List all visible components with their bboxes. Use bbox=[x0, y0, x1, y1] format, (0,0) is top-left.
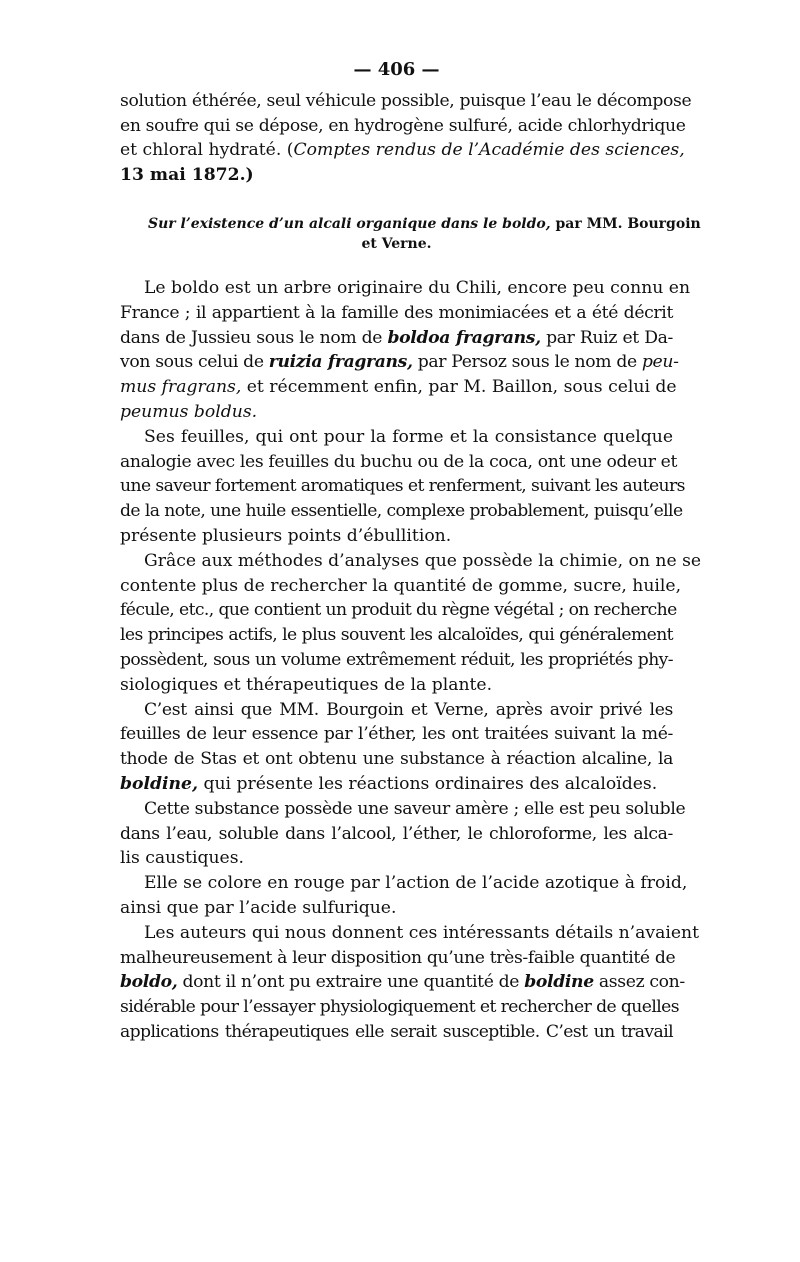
text-span: von sous celui de bbox=[120, 352, 269, 373]
text-span: dans de Jussieu sous le nom de bbox=[120, 327, 388, 348]
intro-paragraph bbox=[120, 89, 692, 188]
heading-line bbox=[120, 214, 701, 234]
text-line bbox=[120, 970, 685, 995]
text-line: France ; il appartient à la famille des monimiacées et a été décrit bbox=[120, 302, 673, 323]
page bbox=[120, 58, 702, 1045]
text-line bbox=[120, 326, 673, 351]
species-name: mus fragrans, bbox=[120, 377, 242, 398]
text-line: Grâce aux méthodes d’analyses que possède la chimie, on ne se bbox=[144, 550, 702, 571]
text-span: qui présente les réactions ordinaires des alcaloïdes. bbox=[197, 773, 658, 794]
text-line: lis caustiques. bbox=[120, 848, 244, 869]
species-name: ruizia fragrans, bbox=[268, 352, 413, 373]
text-line: malheureusement à leur disposition qu’une très-faible quantité de bbox=[120, 947, 676, 968]
text-line: sidérable pour l’essayer physiologiquement et rechercher de quelles bbox=[120, 997, 679, 1018]
text-span: dont il n’ont pu extraire une quantité de bbox=[177, 972, 525, 993]
plant-name: boldo, bbox=[120, 972, 178, 993]
compound-name: boldine bbox=[524, 972, 594, 993]
text-line: analogie avec les feuilles du buchu ou de la coca, ont une odeur et bbox=[120, 451, 678, 472]
paragraph bbox=[120, 797, 686, 871]
text-line: thode de Stas et ont obtenu une substance à réaction alcaline, la bbox=[120, 749, 673, 770]
text-line: Cette substance possède une saveur amère ; elle est peu soluble bbox=[144, 798, 686, 819]
text-line: fécule, etc., que contient un produit du règne végétal ; on recherche bbox=[120, 600, 677, 621]
text-line: Elle se colore en rouge par l’action de l’acide azotique à froid, bbox=[144, 873, 688, 894]
text-line bbox=[120, 772, 673, 797]
paragraph bbox=[120, 276, 691, 425]
text-span: assez con- bbox=[593, 972, 685, 993]
paragraph bbox=[120, 698, 673, 797]
text-line: présente plusieurs points d’ébullition. bbox=[120, 525, 452, 546]
species-name: peumus boldus. bbox=[120, 401, 258, 422]
text-line: C’est ainsi que MM. Bourgoin et Verne, après avoir privé les bbox=[144, 699, 673, 720]
text-line: Les auteurs qui nous donnent ces intéressants détails n’avaient bbox=[144, 922, 699, 943]
page-number: — 406 — bbox=[353, 59, 440, 80]
text-line: les principes actifs, le plus souvent les alcaloïdes, qui généralement bbox=[120, 625, 673, 646]
paragraph bbox=[120, 921, 699, 1045]
text-span: et chloral hydraté. ( bbox=[120, 140, 294, 161]
text-line bbox=[120, 350, 679, 375]
text-line: siologiques et thérapeutiques de la plante. bbox=[120, 674, 493, 695]
text-span: par Ruiz et Da- bbox=[540, 327, 673, 348]
text-span: par Persoz sous le nom de bbox=[412, 352, 642, 373]
text-line: de la note, une huile essentielle, complexe probablement, puisqu’elle bbox=[120, 501, 683, 522]
text-line: dans l’eau, soluble dans l’alcool, l’éther, le chloroforme, les alca- bbox=[120, 823, 673, 844]
text-line: une saveur fortement aromatiques et renferment, suivant les auteurs bbox=[120, 476, 685, 497]
text-line: ainsi que par l’acide sulfurique. bbox=[120, 897, 397, 918]
paragraph bbox=[120, 549, 702, 698]
text-line: Le boldo est un arbre originaire du Chili, encore peu connu en bbox=[144, 277, 691, 298]
text-line: en soufre qui se dépose, en hydrogène sulfuré, acide chlorhydrique bbox=[120, 115, 686, 136]
species-name: boldoa fragrans, bbox=[387, 327, 541, 348]
heading-title: Sur l’existence d’un alcali organique dans le boldo, bbox=[148, 215, 551, 232]
text-line: solution éthérée, seul véhicule possible, puisque l’eau le décompose bbox=[120, 90, 692, 111]
text-line: contente plus de rechercher la quantité de gomme, sucre, huile, bbox=[120, 575, 682, 596]
text-line: applications thérapeutiques elle serait susceptible. C’est un travail bbox=[120, 1021, 673, 1042]
citation-date: 13 mai 1872.) bbox=[120, 165, 254, 186]
paragraph bbox=[120, 871, 688, 921]
paragraph bbox=[120, 425, 685, 549]
text-span: et récemment enfin, par M. Baillon, sous celui de bbox=[241, 377, 677, 398]
text-line: Ses feuilles, qui ont pour la forme et la consistance quelque bbox=[144, 426, 673, 447]
species-name: peu- bbox=[641, 352, 679, 373]
text-line: possèdent, sous un volume extrêmement réduit, les propriétés phy- bbox=[120, 649, 673, 670]
text-line: feuilles de leur essence par l’éther, les ont traitées suivant la mé- bbox=[120, 724, 673, 745]
heading-authors: par MM. Bourgoin bbox=[550, 215, 701, 232]
text-line bbox=[120, 138, 685, 163]
section-heading bbox=[120, 214, 701, 254]
heading-line: et Verne. bbox=[361, 235, 432, 252]
citation-title: Comptes rendus de l’Académie des sciences, bbox=[293, 140, 685, 161]
text-line bbox=[120, 375, 677, 400]
compound-name: boldine, bbox=[120, 773, 198, 794]
